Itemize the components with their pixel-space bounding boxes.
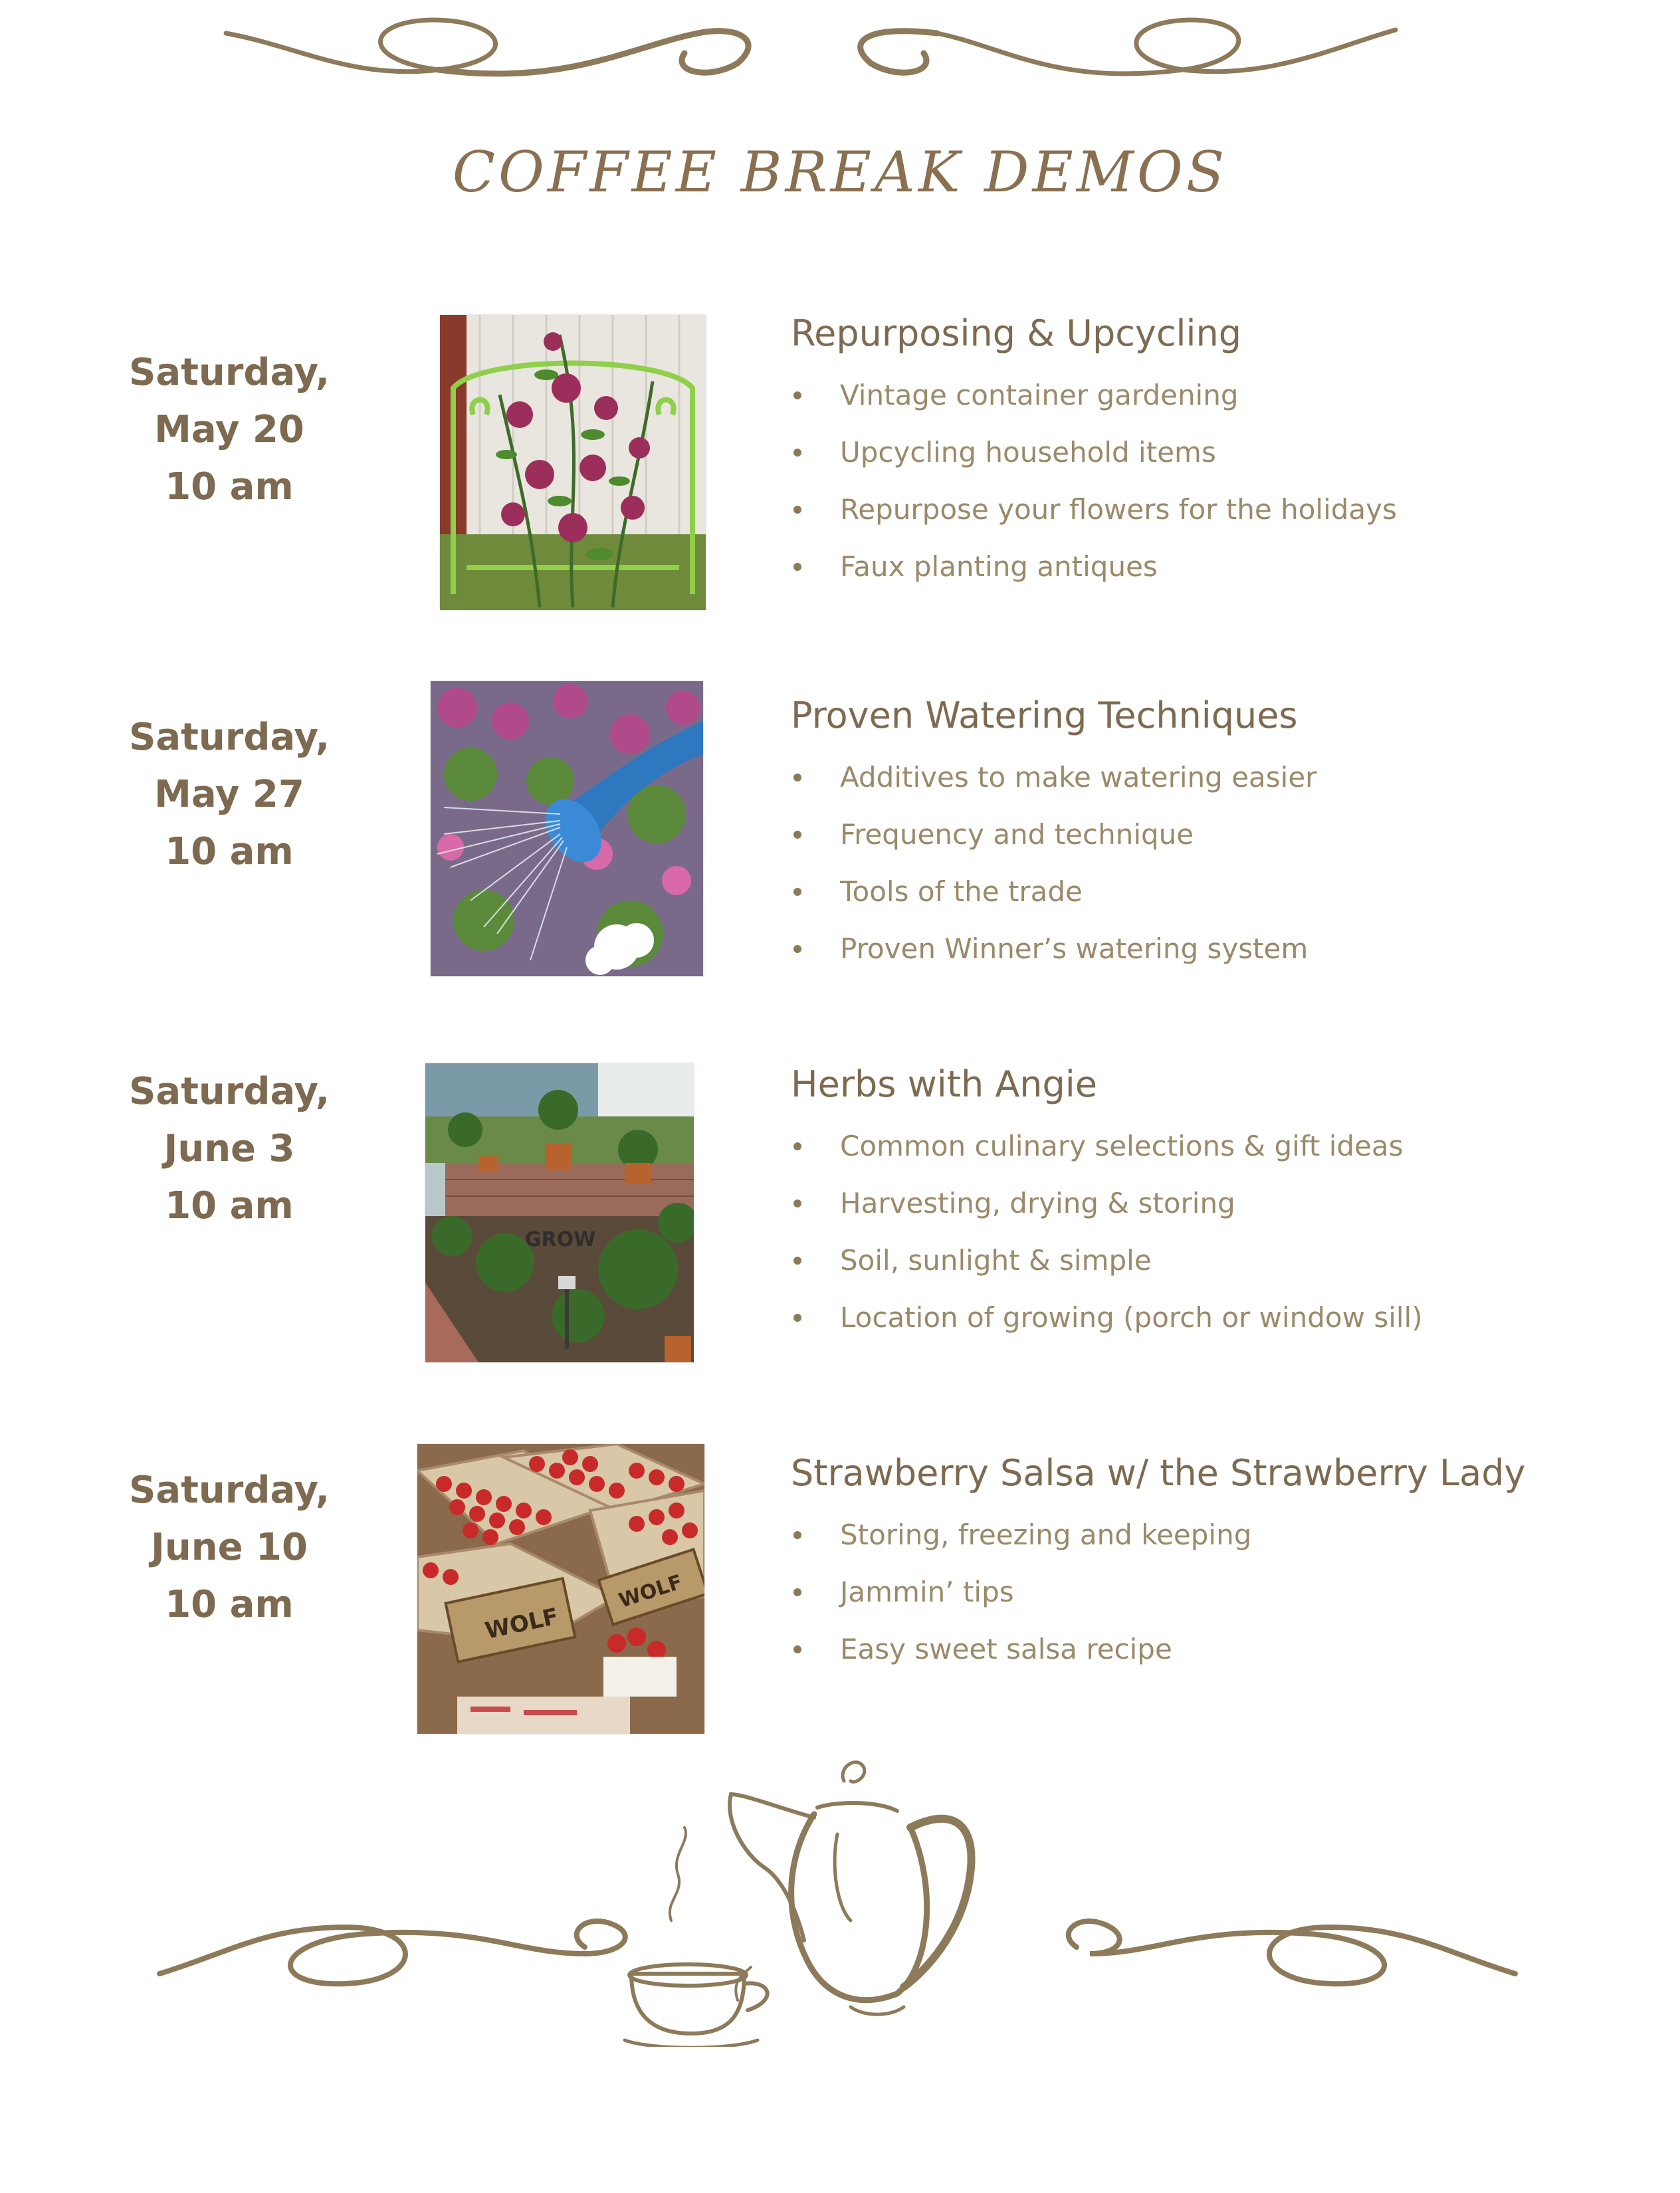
- bullet-icon: [793, 945, 801, 953]
- bullet-icon: [793, 888, 801, 896]
- bullet-icon: [793, 1200, 801, 1207]
- session-time: 10 am: [165, 465, 294, 508]
- session-date: [113, 344, 346, 516]
- top-flourish-ornament: [219, 7, 1402, 106]
- session-topic: [791, 1063, 1588, 1355]
- bullet-icon: [793, 774, 801, 782]
- topic-list: [791, 758, 1588, 986]
- session-topic: [791, 694, 1588, 986]
- list-item: Easy sweet salsa recipe: [791, 1629, 1588, 1687]
- list-item: Common culinary selections & gift ideas: [791, 1126, 1588, 1184]
- bullet-icon: [793, 1531, 801, 1539]
- list-item: Faux planting antiques: [791, 547, 1588, 604]
- topic-list: [791, 375, 1588, 604]
- list-item: Harvesting, drying & storing: [791, 1184, 1588, 1241]
- clematis-bed-frame-photo: [440, 315, 706, 610]
- photo-text-wolf-2: WOLF: [615, 1570, 686, 1613]
- list-item: Upcycling household items: [791, 433, 1588, 490]
- list-item: Storing, freezing and keeping: [791, 1515, 1588, 1572]
- bullet-icon: [793, 1257, 801, 1265]
- list-item: Jammin’ tips: [791, 1572, 1588, 1629]
- topic-title: Strawberry Salsa w/ the Strawberry Lady: [791, 1452, 1526, 1494]
- session-date-label: May 20: [154, 408, 304, 451]
- topic-list: [791, 1126, 1588, 1355]
- session-day: Saturday,: [129, 716, 330, 759]
- bullet-icon: [793, 1645, 801, 1653]
- list-item: Tools of the trade: [791, 872, 1588, 929]
- session-date-label: June 3: [163, 1127, 295, 1170]
- session-date: [113, 1462, 346, 1633]
- list-item: Soil, sunlight & simple: [791, 1241, 1588, 1298]
- session-date: [113, 1063, 346, 1235]
- bullet-icon: [793, 506, 801, 514]
- list-item: Additives to make watering easier: [791, 758, 1588, 815]
- session-time: 10 am: [165, 1184, 294, 1227]
- session-date-label: May 27: [154, 773, 304, 816]
- session-day: Saturday,: [129, 1469, 330, 1512]
- list-item: Vintage container gardening: [791, 375, 1588, 433]
- session-time: 10 am: [165, 1583, 294, 1626]
- session-day: Saturday,: [129, 351, 330, 394]
- bullet-icon: [793, 1588, 801, 1596]
- list-item: Proven Winner’s watering system: [791, 929, 1588, 986]
- topic-title: Repurposing & Upcycling: [791, 312, 1242, 354]
- list-item: Frequency and technique: [791, 815, 1588, 872]
- bullet-icon: [793, 831, 801, 839]
- topic-list: [791, 1515, 1588, 1687]
- bullet-icon: [793, 1314, 801, 1322]
- session-date: [113, 709, 346, 881]
- coffee-pot-flourish-ornament: [146, 1754, 1528, 2047]
- bullet-icon: [793, 1142, 801, 1150]
- session-topic: [791, 312, 1588, 604]
- session-date-label: June 10: [151, 1526, 308, 1569]
- list-item: Repurpose your flowers for the holidays: [791, 490, 1588, 547]
- topic-title: Herbs with Angie: [791, 1063, 1098, 1105]
- photo-text-grow: GROW: [525, 1228, 596, 1251]
- session-day: Saturday,: [129, 1070, 330, 1113]
- watering-can-photo: [431, 681, 703, 976]
- strawberry-crates-photo: [417, 1444, 704, 1734]
- bullet-icon: [793, 391, 801, 399]
- session-time: 10 am: [165, 830, 294, 873]
- page-title: COFFEE BREAK DEMOS: [452, 140, 1228, 205]
- bullet-icon: [793, 563, 801, 571]
- bullet-icon: [793, 449, 801, 457]
- list-item: Location of growing (porch or window sill): [791, 1298, 1588, 1355]
- topic-title: Proven Watering Techniques: [791, 694, 1298, 736]
- photo-text-wolf-1: WOLF: [482, 1603, 561, 1645]
- herb-garden-photo: [425, 1063, 694, 1362]
- session-topic: [791, 1452, 1588, 1687]
